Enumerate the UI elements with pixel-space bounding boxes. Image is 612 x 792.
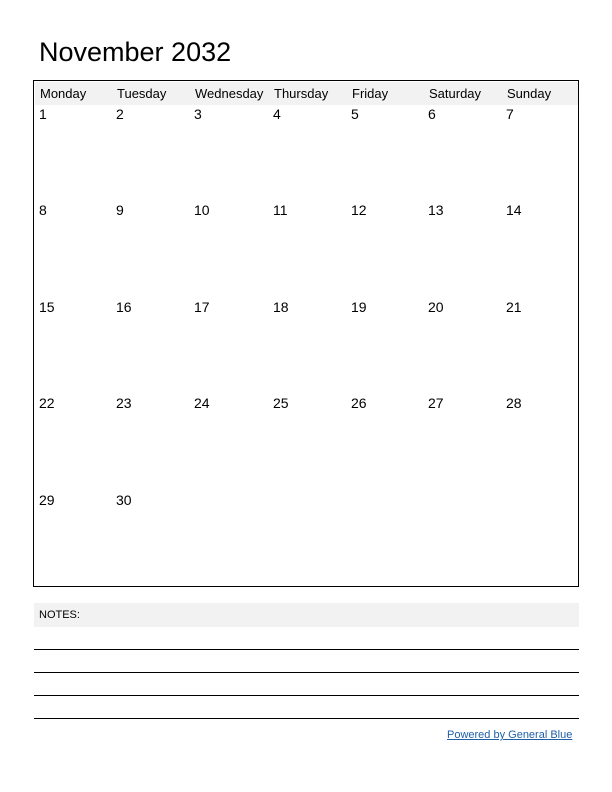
day-cell: 9 xyxy=(116,202,124,218)
note-line xyxy=(34,672,579,673)
day-cell: 28 xyxy=(506,395,522,411)
day-cell: 4 xyxy=(273,106,281,122)
powered-by-link[interactable]: Powered by General Blue xyxy=(447,729,573,741)
day-cell: 1 xyxy=(39,106,47,122)
day-cell: 26 xyxy=(351,395,367,411)
day-cell: 13 xyxy=(428,202,444,218)
day-cell: 30 xyxy=(116,492,132,508)
weekday-saturday: Saturday xyxy=(429,86,482,101)
day-cell: 22 xyxy=(39,395,55,411)
day-cell: 24 xyxy=(194,395,210,411)
day-cell: 11 xyxy=(273,202,288,218)
calendar-grid xyxy=(33,80,579,587)
day-cell: 16 xyxy=(116,299,132,315)
day-cell: 19 xyxy=(351,299,367,315)
note-line xyxy=(34,649,579,650)
weekday-friday: Friday xyxy=(352,86,389,101)
weekday-thursday: Thursday xyxy=(274,86,329,101)
day-cell: 15 xyxy=(39,299,55,315)
notes-label: NOTES: xyxy=(39,609,80,621)
day-cell: 3 xyxy=(194,106,202,122)
day-cell: 25 xyxy=(273,395,289,411)
day-cell: 10 xyxy=(194,202,210,218)
day-cell: 29 xyxy=(39,492,55,508)
day-cell: 20 xyxy=(428,299,444,315)
day-cell: 7 xyxy=(506,106,514,122)
weekday-header-row xyxy=(35,82,578,105)
day-cell: 6 xyxy=(428,106,436,122)
day-cell: 17 xyxy=(194,299,210,315)
note-line xyxy=(34,695,579,696)
weekday-sunday: Sunday xyxy=(507,86,552,101)
day-cell: 12 xyxy=(351,202,367,218)
day-cell: 27 xyxy=(428,395,444,411)
note-line xyxy=(34,718,579,719)
weekday-tuesday: Tuesday xyxy=(117,86,167,101)
day-cell: 23 xyxy=(116,395,132,411)
notes-header xyxy=(34,603,579,627)
weekday-monday: Monday xyxy=(40,86,87,101)
weekday-wednesday: Wednesday xyxy=(195,86,264,101)
day-cell: 18 xyxy=(273,299,289,315)
day-cell: 14 xyxy=(506,202,522,218)
day-cell: 2 xyxy=(116,106,124,122)
day-cell: 5 xyxy=(351,106,359,122)
day-cell: 21 xyxy=(506,299,522,315)
page-title: November 2032 xyxy=(39,37,232,67)
day-cell: 8 xyxy=(39,202,47,218)
